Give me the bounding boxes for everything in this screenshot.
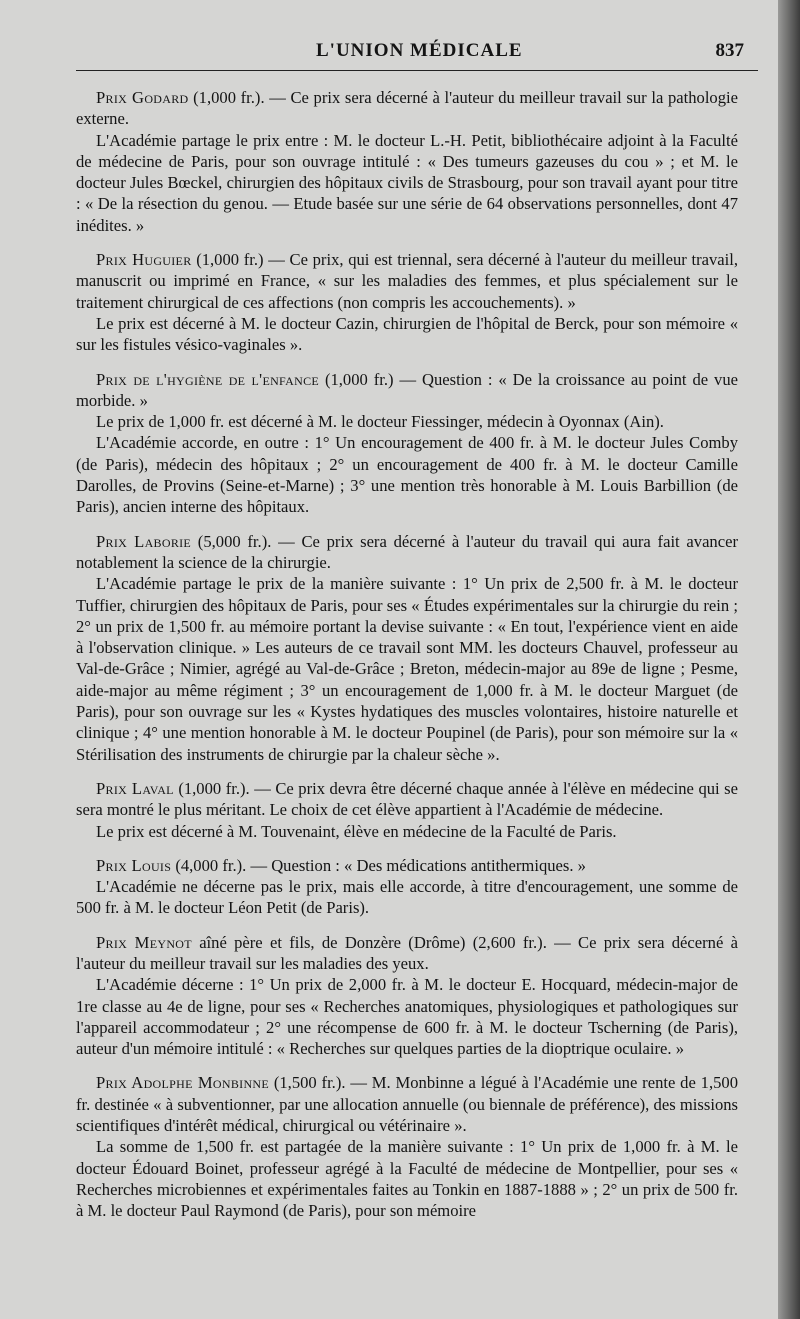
prize-name: Prix Laval bbox=[96, 778, 174, 798]
paragraph-text: (1,000 fr.) — Ce prix, qui est triennal, sera décerné à l'auteur du meilleur travail, manuscrit ou imprimé en France, « sur les maladies des femmes, et plus spécialement sur le traitement chirurgical de ces affections (non compris les accouchements). » bbox=[76, 250, 738, 312]
page-number: 837 bbox=[715, 40, 744, 61]
prize-name: Prix Adolphe Monbinne bbox=[96, 1073, 270, 1093]
paragraph-text: (5,000 fr.). — Ce prix sera décerné à l'auteur du travail qui aura fait avancer notablement la science de la chirurgie. bbox=[76, 531, 738, 572]
paragraph-text: (1,500 fr.). — M. Monbinne a légué à l'Académie une rente de 1,500 fr. destinée « à subventionner, par une allocation annuelle (ou biennale de préférence), des missions scientifiques d'intérêt médical, chirurgical ou vétérinaire ». bbox=[76, 1073, 739, 1136]
page-header bbox=[76, 0, 758, 71]
paragraph-text: L'Académie décerne : 1° Un prix de 2,000 fr. à M. le docteur E. Hocquard, médecin-major de 1re classe au 4e de ligne, pour ses « Recherches anatomiques, physiologiques et pathologiques sur l'appareil accommodateur ; 2° une récompense de 600 fr. à M. le docteur Tscherning (de Paris), auteur d'un mémoire intitulé : « Recherches sur quelques parties de la dioptrique oculaire. » bbox=[76, 975, 738, 1059]
paragraph-text: L'Académie accorde, en outre : 1° Un encouragement de 400 fr. à M. le docteur Jules Comby (de Paris), médecin des hôpitaux ; 2° un encouragement de 400 fr. à M. le docteur Camille Darolles, de Provins (Seine-et-Marne) ; 3° une mention très honorable à M. Louis Barbillion (de Paris), ancien interne des hôpitaux. bbox=[76, 433, 738, 517]
prize-name: Prix de l'hygiène de l'enfance bbox=[96, 369, 320, 389]
paragraph-text: L'Académie ne décerne pas le prix, mais elle accorde, à titre d'encouragement, une somme de 500 fr. à M. le docteur Léon Petit (de Paris). bbox=[76, 877, 738, 918]
paragraph-text: (4,000 fr.). — Question : « Des médications antithermiques. » bbox=[171, 855, 586, 875]
prize-name: Prix Louis bbox=[96, 855, 172, 875]
prize-paragraph bbox=[76, 855, 738, 876]
body-text bbox=[76, 71, 738, 1222]
body-paragraph bbox=[76, 432, 738, 517]
paragraph-text: L'Académie partage le prix entre : M. le docteur L.-H. Petit, bibliothécaire adjoint à la Faculté de médecine de Paris, pour son ouvrage intitulé : « Des tumeurs gazeuses du cou » ; et M. le docteur Jules Bœckel, chirurgien des hôpitaux civils de Strasbourg, pour son travail ayant pour titre : « De la résection du genou. — Etude basée sur une série de 64 observations personnelles, dont 47 inédites. » bbox=[76, 130, 738, 235]
prize-paragraph bbox=[76, 369, 738, 412]
body-paragraph bbox=[76, 974, 738, 1059]
running-title: L'UNION MÉDICALE bbox=[316, 40, 523, 61]
prize-paragraph bbox=[76, 87, 738, 130]
body-paragraph bbox=[76, 821, 738, 842]
paragraph-text: Le prix est décerné à M. le docteur Cazin, chirurgien de l'hôpital de Berck, pour son mémoire « sur les fistules vésico-vaginales ». bbox=[76, 313, 738, 355]
body-paragraph bbox=[76, 130, 738, 236]
paragraph-text: (1,000 fr.). — Ce prix sera décerné à l'auteur du meilleur travail sur la pathologie externe. bbox=[76, 88, 739, 129]
prize-name: Prix Huguier bbox=[96, 250, 192, 270]
prize-name: Prix Meynot bbox=[96, 932, 192, 952]
prize-paragraph bbox=[76, 778, 738, 821]
paragraph-text: Le prix de 1,000 fr. est décerné à M. le docteur Fiessinger, médecin à Oyonnax (Ain). bbox=[96, 412, 664, 432]
prize-name: Prix Laborie bbox=[96, 531, 192, 551]
body-paragraph bbox=[76, 573, 738, 765]
body-paragraph bbox=[76, 876, 738, 919]
prize-paragraph bbox=[76, 531, 738, 574]
body-paragraph bbox=[76, 313, 738, 356]
paragraph-text: (1,000 fr.) — Question : « De la croissance au point de vue morbide. » bbox=[76, 369, 739, 410]
paragraph-text: aîné père et fils, de Donzère (Drôme) (2,600 fr.). — Ce prix sera décerné à l'auteur du meilleur travail sur les maladies des yeux. bbox=[76, 932, 738, 973]
paragraph-text: Le prix est décerné à M. Touvenaint, élève en médecine de la Faculté de Paris. bbox=[96, 821, 617, 841]
page-edge-shadow bbox=[778, 0, 800, 1319]
prize-paragraph bbox=[76, 932, 738, 975]
paragraph-text: (1,000 fr.). — Ce prix devra être décerné chaque année à l'élève en médecine qui se sera montré le plus méritant. Le choix de cet élève appartient à l'Académie de médecine. bbox=[76, 778, 738, 820]
prize-paragraph bbox=[76, 249, 738, 313]
prize-name: Prix Godard bbox=[96, 88, 189, 107]
body-paragraph bbox=[76, 411, 738, 432]
prize-paragraph bbox=[76, 1072, 738, 1136]
paragraph-text: La somme de 1,500 fr. est partagée de la manière suivante : 1° Un prix de 1,000 fr. à M. le docteur Édouard Boinet, professeur agrégé à la Faculté de médecine de Montpellier, pour ses « Recherches microbiennes et expérimentales faites au Tonkin en 1887-1888 » ; 2° un prix de 500 fr. à M. le docteur Paul Raymond (de Paris), pour son mémoire bbox=[76, 1137, 738, 1221]
body-paragraph bbox=[76, 1136, 738, 1221]
paragraph-text: L'Académie partage le prix de la manière suivante : 1° Un prix de 2,500 fr. à M. le docteur Tuffier, chirurgien des hôpitaux de Paris, pour ses « Études expérimentales sur la chirurgie du rein ; 2° un prix de 1,500 fr. au mémoire portant la devise suivante : « En tout, l'expérience vient en aide à l'observation clinique. » Les auteurs de ce travail sont MM. les docteurs Chauvel, professeur au Val-de-Grâce ; Nimier, agrégé au Val-de-Grâce ; Breton, médecin-major au 89e de ligne ; Pesme, aide-major au même régiment ; 3° un encouragement de 1,000 fr. à M. le docteur Marguet (de Paris), pour son ouvrage sur les « Kystes hydatiques des muscles volontaires, histoire naturelle et clinique ; 4° une mention honorable à M. le docteur Poupinel (de Paris), pour son mémoire sur la « Stérilisation des instruments de chirurgie par la chaleur sèche ». bbox=[76, 574, 738, 764]
